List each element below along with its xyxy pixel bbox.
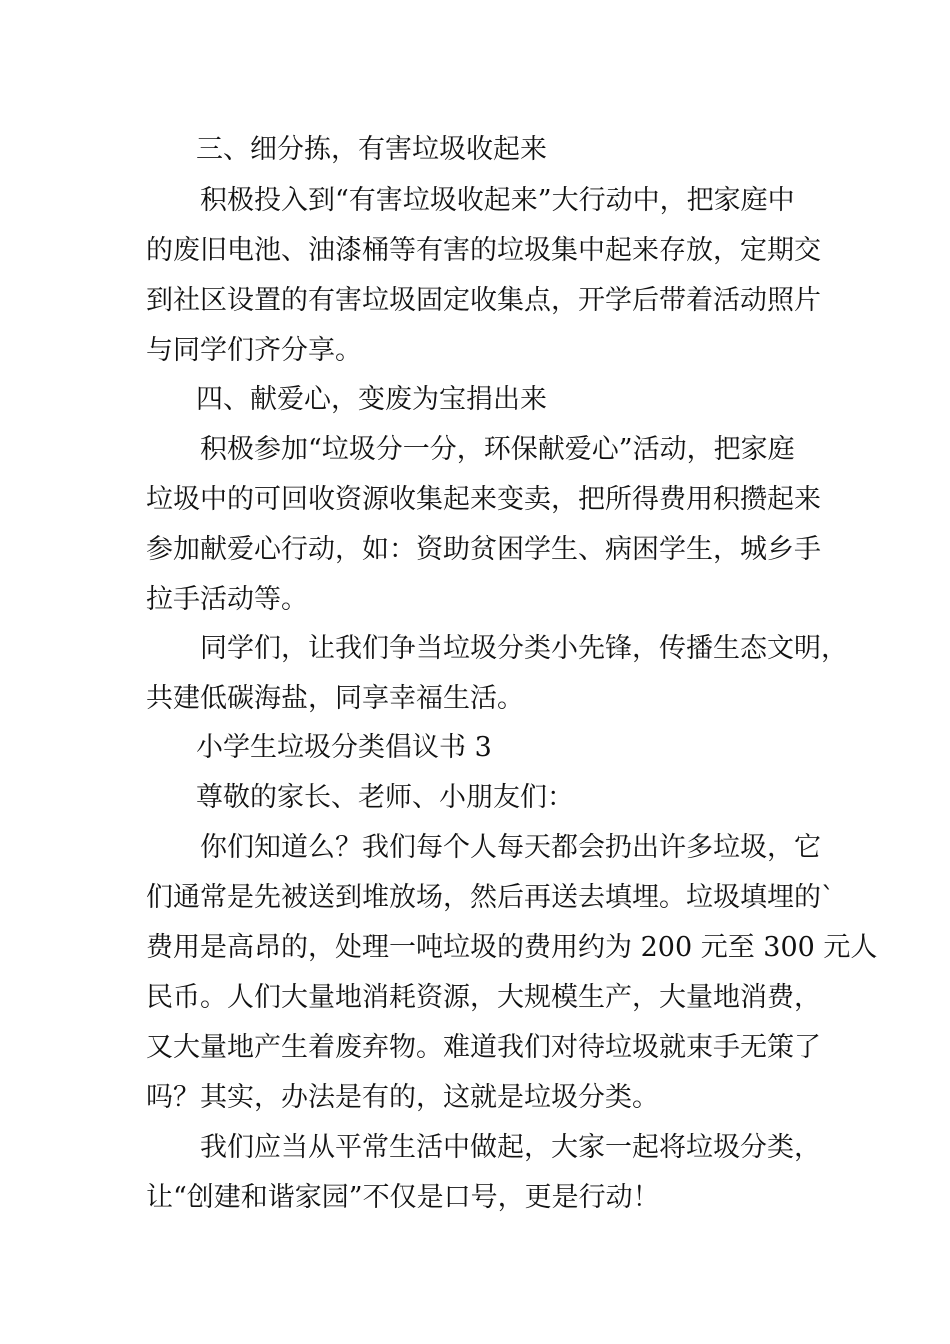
paragraph-line: 积极参加“垃圾分一分，环保献爱心”活动，把家庭	[200, 434, 795, 465]
paragraph-line: 民币。人们大量地消耗资源，大规模生产，大量地消费，	[146, 982, 821, 1013]
salutation: 尊敬的家长、老师、小朋友们：	[196, 782, 574, 813]
section-heading-3: 三、细分拣，有害垃圾收起来	[196, 134, 547, 165]
paragraph-line: 垃圾中的可回收资源收集起来变卖，把所得费用积攒起来	[146, 484, 821, 515]
section-heading-4: 四、献爱心，变废为宝捐出来	[196, 384, 547, 415]
paragraph-line: 与同学们齐分享。	[146, 335, 362, 366]
paragraph-line: 共建低碳海盐，同享幸福生活。	[146, 683, 524, 714]
proposal-title: 小学生垃圾分类倡议书 3	[196, 732, 492, 763]
paragraph-line: 让“创建和谐家园”不仅是口号，更是行动！	[146, 1182, 660, 1213]
paragraph-line: 参加献爱心行动，如：资助贫困学生、病困学生，城乡手	[146, 534, 821, 565]
paragraph-line: 又大量地产生着废弃物。难道我们对待垃圾就束手无策了	[146, 1032, 821, 1063]
paragraph-line: 到社区设置的有害垃圾固定收集点，开学后带着活动照片	[146, 285, 821, 316]
paragraph-line: 的废旧电池、油漆桶等有害的垃圾集中起来存放，定期交	[146, 235, 821, 266]
paragraph-line: 同学们，让我们争当垃圾分类小先锋，传播生态文明，	[200, 633, 848, 664]
paragraph-line: 拉手活动等。	[146, 584, 308, 615]
paragraph-line: 我们应当从平常生活中做起，大家一起将垃圾分类，	[200, 1132, 821, 1163]
paragraph-line: 积极投入到“有害垃圾收起来”大行动中，把家庭中	[200, 185, 795, 216]
paragraph-line: 你们知道么？我们每个人每天都会扔出许多垃圾，它	[200, 832, 821, 863]
paragraph-line: 费用是高昂的，处理一吨垃圾的费用约为 200 元至 300 元人	[146, 932, 878, 963]
paragraph-line: 们通常是先被送到堆放场，然后再送去填埋。垃圾填埋的`	[146, 882, 835, 913]
paragraph-line: 吗？其实，办法是有的，这就是垃圾分类。	[146, 1082, 659, 1113]
